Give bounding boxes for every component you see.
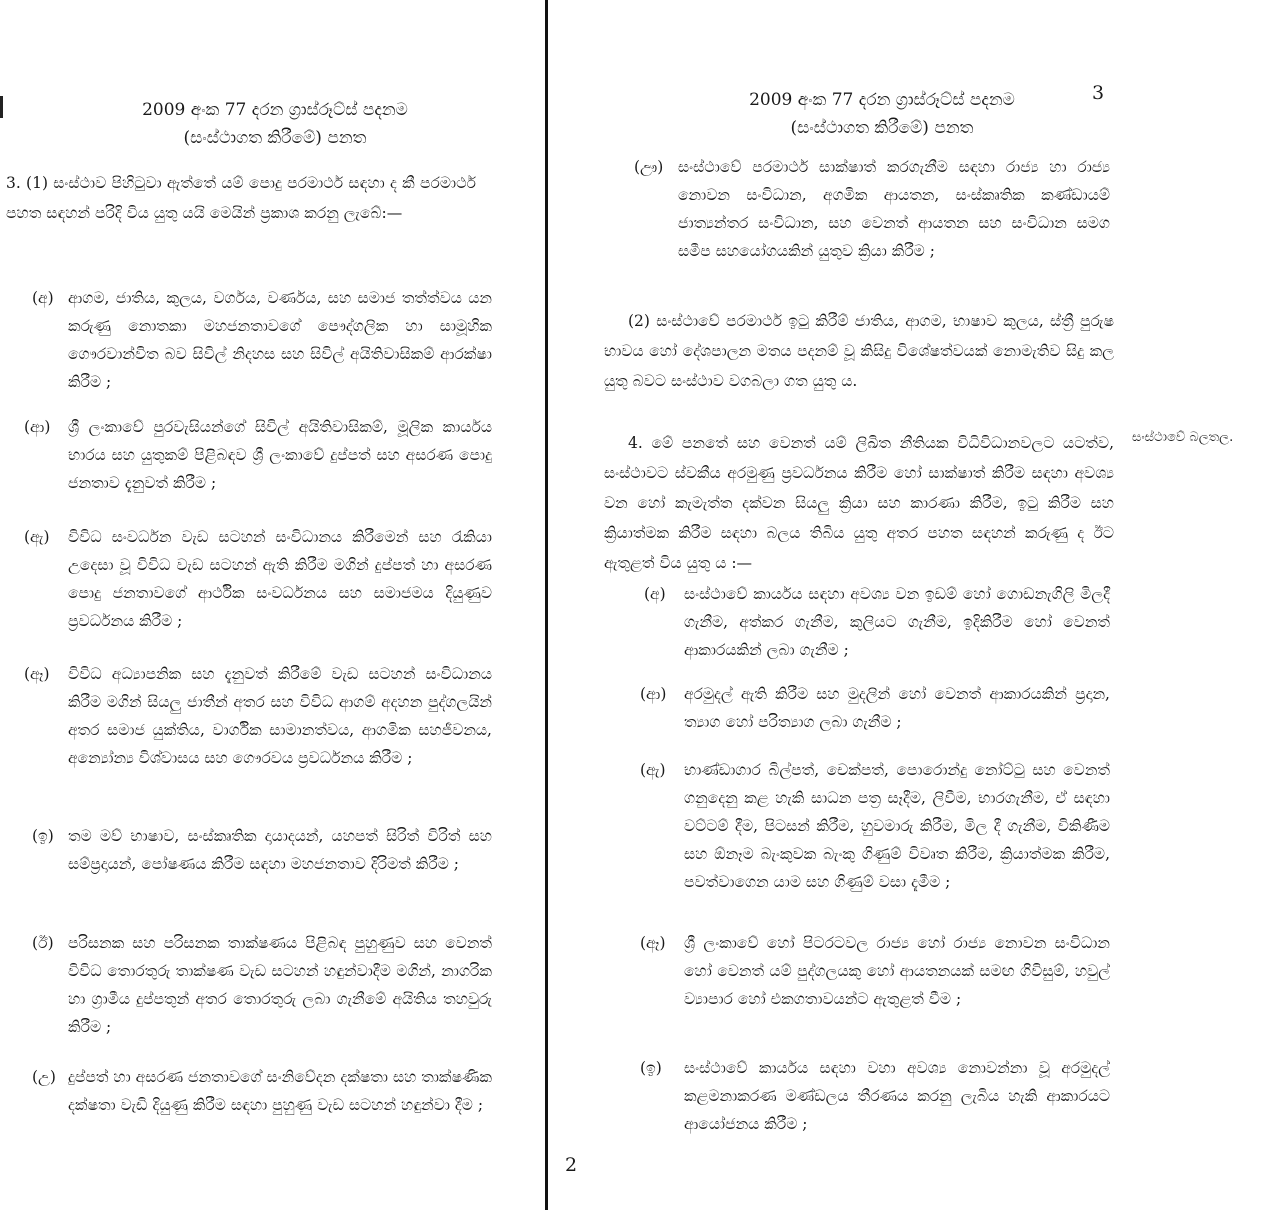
right-section3-2: (2) සංස්ථාවේ පරමාර්ථ ඉටු කිරීම් ජාතිය, ආගම, භාෂාව කුලය, ස්ත්‍රී පුරුෂ භාවය හෝ දේශපාලන මතය පදනම් වූ කිසිදු විශේෂත්වයක් නොමැතිව සිදු කල යුතු බවට සංස්ථාව වගබලා ගත යුතු ය. <box>604 312 1114 390</box>
left-title-line1: 2009 අංක 77 දරන ග්‍රාස්රූට්ස් පදනම <box>142 100 408 120</box>
left-page <box>0 0 578 1210</box>
left-item-4-marker: (ඈ) <box>24 665 50 683</box>
left-page-title <box>55 96 495 152</box>
right-item-1-marker: (අ) <box>644 585 666 603</box>
right-title-line1: 2009 අංක 77 දරන ග්‍රාස්රූට්ස් පදනම <box>749 90 1015 110</box>
page-spine <box>545 0 548 1210</box>
right-item-5-text: සංස්ථාවේ කාර්යය සඳහා වහා අවශ්‍ය නොවන්නා වූ අරමුදල් කළමනාකරණ මණ්ඩලය තීරණය කරනු ලැබිය හැකි ආකාරයට ආයෝජනය කිරීම ; <box>684 1059 1110 1133</box>
right-item-4-text: ශ්‍රී ලංකාවේ හෝ පිටරටවල රාජ්‍ය හෝ රාජ්‍ය නොවන සංවිධාන හෝ වෙනත් යම් පුද්ගලයකු හෝ ආයතනයක් සමඟ ගිවිසුම්, හවුල් ව්‍යාපාර හෝ එකගතාවයන්ට ඇතුළත් වීම ; <box>684 934 1110 1008</box>
left-title-line2: (සංස්ථාගත කිරීමේ) පනත <box>183 128 367 148</box>
right-section4-intro: 4. මේ පනතේ සහ වෙනත් යම් ලිඛිත නීතියක විධිවිධානවලට යටත්ව, සංස්ථාවට ස්වකීය අරමුණු ප්‍රවර්ධනය කිරීම හෝ සාක්ෂාත් කිරීම සඳහා අවශ්‍ය වන හෝ කැමැත්ත දක්වන සියලු ක්‍රියා සහ කාරණා කිරීම, ඉටු කිරීම සහ ක්‍රියාත්මක කිරීම සඳහා බලය තිබිය යුතු අතර පහත සඳහන් කරුණු ද ඊට ඇතුළත් විය යුතු ය :— <box>604 434 1114 572</box>
right-margin-note: සංස්ථාවේ බලතල. <box>1132 430 1234 445</box>
left-item-3-text: විවිධ සංවර්ධන වැඩ සටහන් සංවිධානය කිරීමෙන් සහ රැකියා උදෙසා වූ විවිධ වැඩ සටහන් ඇති කිරීම මගින් දුප්පත් හා අසරණ පොදු ජනතාවගේ ආර්ථික සංවර්ධනය සහ සමාජමය දියුණුව ප්‍රවර්ධනය කිරීම ; <box>68 528 492 630</box>
left-page-number: 2 <box>565 1154 578 1176</box>
right-item-2-marker: (ආ) <box>640 685 667 703</box>
right-item-3-text: භාණ්ඩාගාර බිල්පත්, චෙක්පත්, පොරොන්දු නෝට්ටු සහ වෙනත් ගනුදෙනු කළ හැකි සාධන පත්‍ර සෑදීම, ලිවීම, භාරගැනීම, ඒ සඳහා වට්ටම් දීම, පිටසන් කිරීම, හුවමාරු කිරීම, මිල දී ගැනීම, විකිණීම සහ ඕනෑම බැංකුවක බැංකු ගිණුම් විවෘත කිරීම, ක්‍රියාත්මක කිරීම, පවත්වාගෙන යාම සහ ගිණුම් වසා දැමීම ; <box>684 761 1110 891</box>
right-item-4-marker: (ඈ) <box>640 934 666 952</box>
left-item-2-text: ශ්‍රී ලංකාවේ පුරවැසියන්ගේ සිවිල් අයිතිවාසිකම්, මූලික කාර්යය භාරය සහ යුතුකම් පිළිබඳව ශ්‍රී ලංකාවේ දුප්පත් සහ අසරණ පොදු ජනතාව දැනුවත් කිරීම ; <box>68 418 492 492</box>
left-item-7-text: දුප්පත් හා අසරණ ජනතාවගේ සංනිවේදන දක්ෂතා සහ තාක්ෂණික දක්ෂතා වැඩි දියුණු කිරීම සඳහා පුහුණු වැඩ සටහන් හඳුන්වා දීම ; <box>68 1068 492 1114</box>
left-item-4-text: විවිධ අධ්‍යාපනික සහ දැනුවත් කිරීමේ වැඩ සටහන් සංවිධානය කිරීම මගින් සියලු ජාතීන් අතර සහ විවිධ ආගම් අදහන පුද්ගලයින් අතර සමාජ යුක්තිය, වාර්ගික සාමානත්වය, ආගමික සහජීවනය, අන්‍යෝන්‍ය විශ්වාසය සහ ගෞරවය ප්‍රවර්ධනය කිරීම ; <box>68 665 492 767</box>
left-item-3-marker: (ඇ) <box>24 528 50 546</box>
left-item-1-text: ආගම, ජාතිය, කුලය, වර්ගය, වර්ණය, සහ සමාජ තත්ත්වය යන කරුණු නොතකා මහජනතාවගේ පෞද්ගලික හා සාමූහික ගෞරවාන්විත බව සිවිල් නිදහස සහ සිවිල් අයිතිවාසිකම් ආරක්ෂා කිරීම ; <box>68 289 492 391</box>
right-item-u-marker: (ඌ) <box>634 158 664 176</box>
right-page-number: 3 <box>1092 82 1105 104</box>
left-item-1-marker: (අ) <box>32 289 54 307</box>
right-page <box>552 0 1275 1210</box>
right-item-1-text: සංස්ථාවේ කාර්යය සඳහා අවශ්‍ය වන ඉඩම් හෝ ගොඩනැගිලි මිලදී ගැනීම, අත්කර ගැනීම, කුලියට ගැනීම, ඉදිකිරීම හෝ වෙනත් ආකාරයකින් ලබා ගැනීම ; <box>684 585 1110 659</box>
left-edge-mark <box>0 96 3 118</box>
left-item-2-marker: (ආ) <box>24 418 51 436</box>
left-section3-intro: 3. (1) සංස්ථාව පිහිටුවා ඇත්තේ යම් පොදු පරමාර්ථ සඳහා ද කී පරමාර්ථ පහත සඳහන් පරිදි විය යුතු යයි මෙයින් ප්‍රකාශ කරනු ලැබේ:— <box>6 174 476 222</box>
left-item-7-marker: (උ) <box>32 1068 56 1086</box>
right-page-title <box>662 86 1102 142</box>
right-item-u-text: සංස්ථාවේ පරමාර්ථ සාක්ෂාත් කරගැනීම සඳහා රාජ්‍ය හා රාජ්‍ය නොවන සංවිධාන, අගමික ආයතන, සංස්කෘතික කණ්ඩායම් ජාත්‍යන්තර සංවිධාන, සහ වෙනත් ආයතන සහ සංවිධාන සමග සමීප සහයෝගයකින් යුතුව ක්‍රියා කිරීම ; <box>678 158 1110 260</box>
left-item-5-marker: (ඉ) <box>32 827 54 845</box>
left-item-6-marker: (ඊ) <box>32 934 54 952</box>
right-item-2-text: අරමුදල් ඇති කිරීම සහ මුදලින් හෝ වෙනත් ආකාරයකින් ප්‍රදාන, ත්‍යාග හෝ පරිත්‍යාග ලබා ගැනීම ; <box>684 685 1110 731</box>
right-item-3-marker: (ඇ) <box>640 761 666 779</box>
left-item-5-text: තම මව් භාෂාව, සංස්කෘතික දායාදයන්, යහපත් සිරිත් විරිත් සහ සම්ප්‍රදායන්, පෝෂණය කිරීම සඳහා මහජනතාව දිරිමත් කිරීම ; <box>68 827 492 873</box>
right-title-line2: (සංස්ථාගත කිරීමේ) පනත <box>790 118 974 138</box>
left-item-6-text: පරිසනක සහ පරිසනක තාක්ෂණය පිළිබඳ පුහුණුව සහ වෙනත් විවිධ තොරතුරු තාක්ෂණ වැඩ සටහන් හඳුන්වාදීම මගින්, නාගරික හා ග්‍රාමීය දුප්පතුන් අතර තොරතුරු ලබා ගැනීමේ අයිතිය තහවුරු කිරීම ; <box>68 934 492 1036</box>
right-item-5-marker: (ඉ) <box>640 1059 662 1077</box>
